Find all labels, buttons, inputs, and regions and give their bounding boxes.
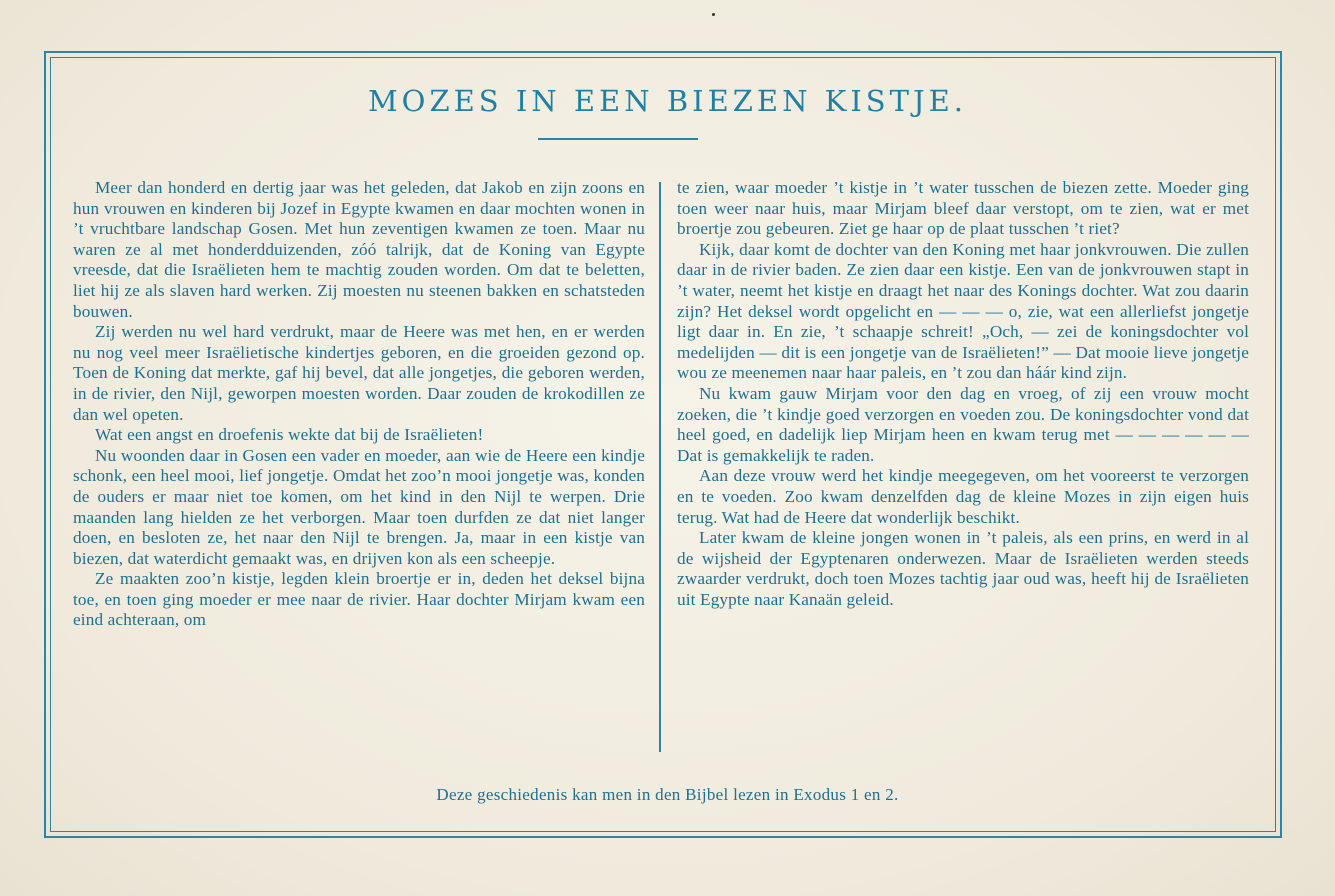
right-paragraph-1: Kijk, daar komt de dochter van den Koning met haar jonkvrouwen. Die zullen daar in de rivier baden. Ze zien daar een kistje. Een van de jonkvrouwen stapt in ’t water, neemt het kistje en draagt het naar des Konings dochter. Wat zou daarin zijn? Het deksel wordt opgelicht en — — — o, zie, wat een allerliefst jongetje ligt daar in. En zie, ’t schaapje schreit! „Och, — zei de koningsdochter vol medelijden — dit is een jongetje van de Israëlieten!” — Dat mooie lieve jongetje wou ze meenemen naar haar paleis, en ’t zou dan háár kind zijn.: [677, 239, 1249, 383]
left-column: [73, 178, 645, 631]
right-paragraph-2: Nu kwam gauw Mirjam voor den dag en vroeg, of zij een vrouw mocht zoeken, die ’t kindje goed verzorgen en voeden zou. De koningsdochter vond dat heel goed, en dadelijk liep Mirjam heen en kwam terug met — — — — — — Dat is gemakkelijk te raden.: [677, 383, 1249, 465]
column-divider: [659, 182, 661, 752]
right-paragraph-4: Later kwam de kleine jongen wonen in ’t paleis, als een prins, en werd in al de wijsheid der Egyptenaren onderwezen. Maar de Israëlieten werden steeds zwaarder verdrukt, doch toen Mozes tachtig jaar oud was, heeft hij de Israëlieten uit Egypte naar Kanaän geleid.: [677, 528, 1249, 609]
right-continuation: te zien, waar moeder ’t kistje in ’t water tusschen de biezen zette. Moeder ging toen weer naar huis, maar Mirjam bleef daar verstopt, om te zien, wat er met broertje zou gebeuren. Ziet ge haar op de plaat tusschen ’t riet?: [677, 178, 1249, 239]
right-paragraph-3: Aan deze vrouw werd het kindje meegegeven, om het vooreerst te verzorgen en te voeden. Zoo kwam denzelfden dag de kleine Mozes in zijn eigen huis terug. Wat had de Heere dat wonderlijk beschikt.: [677, 466, 1249, 527]
left-paragraph-4: Nu woonden daar in Gosen een vader en moeder, aan wie de Heere een kindje schonk, een heel mooi, lief jongetje. Omdat het zoo’n mooi jongetje was, konden de ouders er maar niet toe komen, om het kind in den Nijl te werpen. Drie maanden lang hielden ze het verborgen. Maar toen durfden ze dat niet langer doen, en besloten ze, het naar den Nijl te brengen. Ja, maar in een kistje van biezen, dat waterdicht gemaakt was, en drijven kon als een scheepje.: [73, 445, 645, 568]
footer-reference: Deze geschiedenis kan men in den Bijbel lezen in Exodus 1 en 2.: [436, 785, 899, 804]
title-underline: [538, 138, 698, 140]
right-column: [677, 178, 1249, 610]
page-title: MOZES IN EEN BIEZEN KISTJE.: [367, 84, 968, 118]
left-paragraph-2: Zij werden nu wel hard verdrukt, maar de Heere was met hen, en er werden nu nog veel meer Israëlietische kindertjes geboren, en die groeiden gezond op. Toen de Koning dat merkte, gaf hij bevel, dat alle jongetjes, die geboren werden, in de rivier, den Nijl, geworpen moesten worden. Daar zouden de krokodillen ze dan wel opeten.: [73, 322, 645, 424]
left-paragraph-1: Meer dan honderd en dertig jaar was het geleden, dat Jakob en zijn zoons en hun vrouwen en kinderen bij Jozef in Egypte kwamen en daar mochten wonen in ’t vruchtbare landschap Gosen. Met hun zeventigen kwamen ze toen. Maar nu waren ze al met honderdduizenden, zóó talrijk, dat de Koning van Egypte vreesde, dat die Israëlieten hem te machtig zouden worden. Om dat te beletten, liet hij ze als slaven hard werken. Zij moesten nu steenen bakken en schatsteden bouwen.: [73, 178, 645, 321]
left-paragraph-3: Wat een angst en droefenis wekte dat bij de Israëlieten!: [95, 425, 484, 445]
ink-speck: [712, 13, 715, 16]
left-paragraph-5: Ze maakten zoo’n kistje, legden klein broertje er in, deden het deksel bijna toe, en toen ging moeder er mee naar de rivier. Haar dochter Mirjam kwam een eind achteraan, om: [73, 569, 645, 630]
